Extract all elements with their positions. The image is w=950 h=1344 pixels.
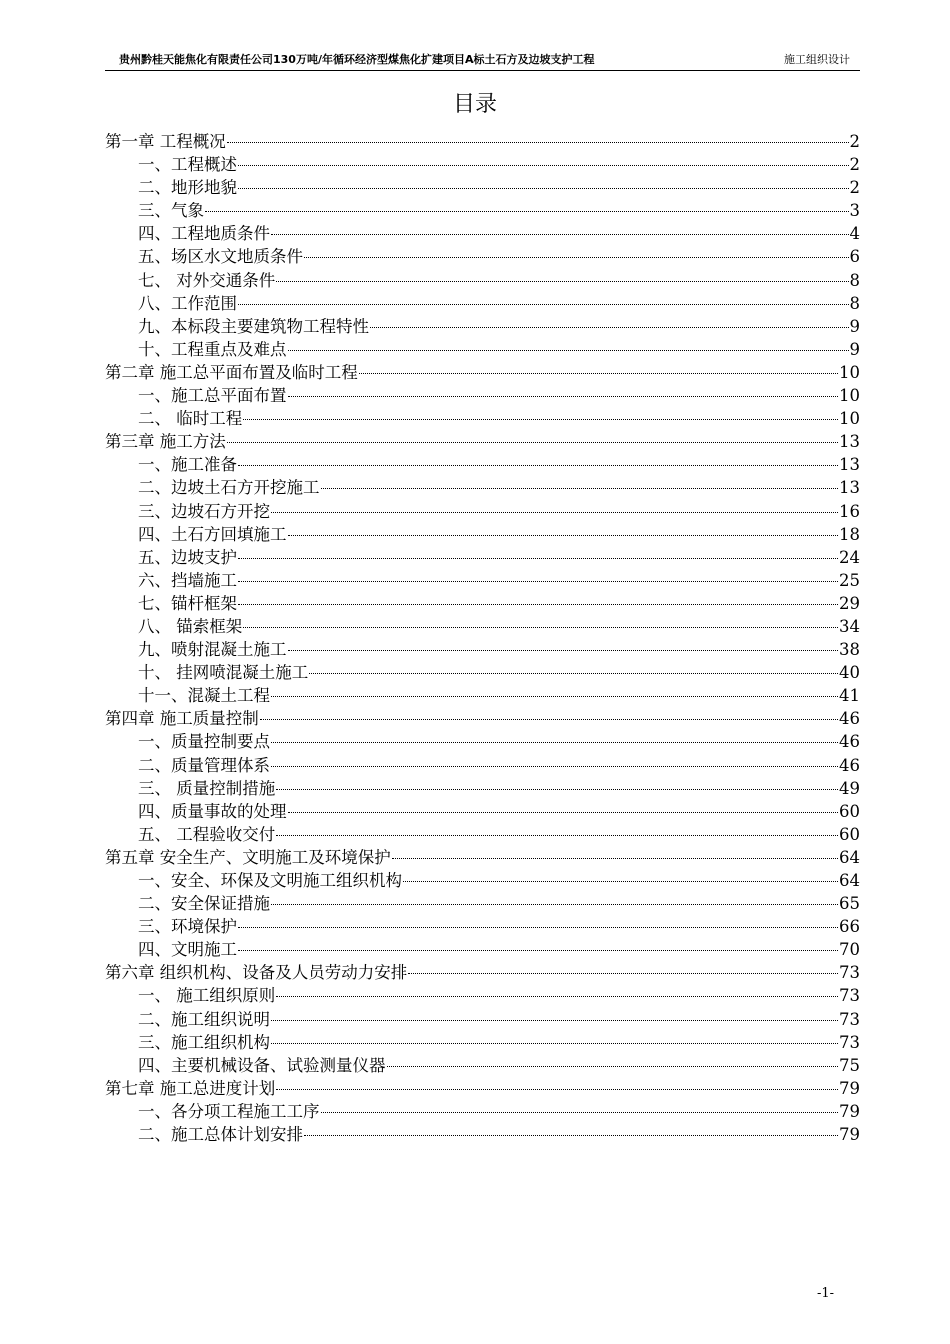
- toc-entry-label: 三、气象: [138, 201, 204, 221]
- toc-entry-page: 46: [839, 755, 860, 775]
- toc-entry-page: 60: [839, 801, 860, 821]
- table-of-contents: [105, 130, 860, 1146]
- toc-entry-page: 13: [839, 478, 860, 498]
- toc-entry-page: 13: [839, 432, 860, 452]
- toc-dot-leader: [271, 1043, 838, 1044]
- toc-entry-page: 38: [839, 640, 860, 660]
- toc-entry-page: 9: [849, 316, 860, 336]
- toc-section-entry[interactable]: [105, 800, 860, 823]
- toc-entry-label: 一、各分项工程施工工序: [138, 1101, 320, 1121]
- toc-chapter-entry[interactable]: [105, 961, 860, 984]
- toc-entry-page: 8: [849, 293, 860, 313]
- toc-section-entry[interactable]: [105, 1123, 860, 1146]
- toc-entry-label: 七、锚杆框架: [138, 593, 237, 613]
- toc-entry-page: 73: [839, 1009, 860, 1029]
- toc-section-entry[interactable]: [105, 592, 860, 615]
- toc-dot-leader: [309, 673, 838, 674]
- toc-entry-page: 79: [839, 1125, 860, 1145]
- toc-dot-leader: [276, 789, 838, 790]
- toc-entry-page: 46: [839, 732, 860, 752]
- toc-section-entry[interactable]: [105, 245, 860, 268]
- toc-dot-leader: [288, 350, 849, 351]
- toc-dot-leader: [387, 1066, 839, 1067]
- toc-entry-page: 10: [839, 386, 860, 406]
- toc-entry-page: 2: [849, 132, 860, 151]
- toc-chapter-entry[interactable]: [105, 130, 860, 153]
- toc-dot-leader: [288, 396, 839, 397]
- toc-entry-label: 第二章 施工总平面布置及临时工程: [105, 362, 358, 382]
- toc-section-entry[interactable]: [105, 338, 860, 361]
- toc-dot-leader: [243, 419, 838, 420]
- toc-entry-label: 一、施工总平面布置: [138, 386, 287, 406]
- toc-entry-label: 七、 对外交通条件: [138, 270, 276, 290]
- toc-entry-page: 79: [839, 1078, 860, 1098]
- toc-section-entry[interactable]: [105, 984, 860, 1007]
- toc-dot-leader: [238, 950, 838, 951]
- toc-entry-label: 八、工作范围: [138, 293, 237, 313]
- header-document-type: 施工组织设计: [784, 53, 850, 66]
- toc-entry-page: 29: [839, 593, 860, 613]
- toc-entry-label: 二、边坡土石方开挖施工: [138, 478, 320, 498]
- toc-entry-label: 十、工程重点及难点: [138, 339, 287, 359]
- toc-dot-leader: [288, 535, 839, 536]
- toc-entry-label: 第六章 组织机构、设备及人员劳动力安排: [105, 963, 408, 983]
- toc-entry-label: 四、文明施工: [138, 940, 237, 960]
- toc-section-entry[interactable]: [105, 222, 860, 245]
- toc-section-entry[interactable]: [105, 546, 860, 569]
- toc-dot-leader: [271, 766, 838, 767]
- toc-dot-leader: [276, 281, 848, 282]
- toc-dot-leader: [260, 719, 838, 720]
- toc-entry-page: 3: [849, 201, 860, 221]
- toc-entry-label: 三、环境保护: [138, 917, 237, 937]
- toc-entry-page: 6: [849, 247, 860, 267]
- toc-dot-leader: [321, 1112, 839, 1113]
- toc-dot-leader: [276, 996, 838, 997]
- page-header: [105, 50, 860, 71]
- toc-section-entry[interactable]: [105, 684, 860, 707]
- toc-dot-leader: [227, 142, 849, 143]
- toc-entry-label: 第五章 安全生产、文明施工及环境保护: [105, 847, 391, 867]
- toc-section-entry[interactable]: [105, 1008, 860, 1031]
- toc-section-entry[interactable]: [105, 869, 860, 892]
- toc-entry-page: 79: [839, 1101, 860, 1121]
- toc-section-entry[interactable]: [105, 915, 860, 938]
- toc-dot-leader: [271, 696, 838, 697]
- toc-entry-page: 10: [839, 362, 860, 382]
- toc-dot-leader: [403, 881, 838, 882]
- toc-entry-label: 三、边坡石方开挖: [138, 501, 270, 521]
- toc-section-entry[interactable]: [105, 661, 860, 684]
- toc-entry-label: 第四章 施工质量控制: [105, 709, 259, 729]
- toc-entry-page: 18: [839, 524, 860, 544]
- toc-entry-label: 二、施工组织说明: [138, 1009, 270, 1029]
- toc-entry-page: 9: [849, 339, 860, 359]
- toc-dot-leader: [243, 627, 838, 628]
- toc-entry-page: 65: [839, 894, 860, 914]
- toc-dot-leader: [392, 858, 838, 859]
- toc-entry-label: 一、 施工组织原则: [138, 986, 276, 1006]
- toc-entry-page: 13: [839, 455, 860, 475]
- toc-dot-leader: [304, 1135, 838, 1136]
- toc-entry-page: 49: [839, 778, 860, 798]
- toc-section-entry[interactable]: [105, 476, 860, 499]
- toc-entry-label: 五、边坡支护: [138, 547, 237, 567]
- toc-dot-leader: [238, 558, 838, 559]
- toc-section-entry[interactable]: [105, 1031, 860, 1054]
- toc-entry-page: 70: [839, 940, 860, 960]
- toc-section-entry[interactable]: [105, 269, 860, 292]
- toc-entry-label: 第三章 施工方法: [105, 432, 226, 452]
- toc-dot-leader: [271, 742, 838, 743]
- toc-dot-leader: [238, 927, 838, 928]
- toc-dot-leader: [271, 904, 838, 905]
- toc-section-entry[interactable]: [105, 615, 860, 638]
- toc-dot-leader: [271, 1020, 838, 1021]
- toc-entry-page: 2: [849, 178, 860, 198]
- toc-entry-label: 九、喷射混凝土施工: [138, 640, 287, 660]
- toc-chapter-entry[interactable]: [105, 846, 860, 869]
- toc-dot-leader: [304, 257, 849, 258]
- toc-entry-label: 四、主要机械设备、试验测量仪器: [138, 1055, 386, 1075]
- toc-entry-label: 二、施工总体计划安排: [138, 1125, 303, 1145]
- toc-chapter-entry[interactable]: [105, 1077, 860, 1100]
- toc-section-entry[interactable]: [105, 523, 860, 546]
- toc-dot-leader: [238, 465, 838, 466]
- toc-dot-leader: [238, 604, 838, 605]
- toc-section-entry[interactable]: [105, 638, 860, 661]
- toc-dot-leader: [276, 1089, 838, 1090]
- toc-section-entry[interactable]: [105, 892, 860, 915]
- toc-entry-page: 73: [839, 1032, 860, 1052]
- toc-entry-label: 一、工程概述: [138, 155, 237, 175]
- toc-entry-page: 64: [839, 871, 860, 890]
- toc-entry-label: 八、 锚索框架: [138, 616, 243, 636]
- toc-entry-label: 二、安全保证措施: [138, 894, 270, 914]
- toc-dot-leader: [271, 512, 838, 513]
- toc-dot-leader: [321, 488, 839, 489]
- toc-dot-leader: [271, 234, 849, 235]
- toc-entry-page: 40: [839, 663, 860, 683]
- toc-entry-label: 十、 挂网喷混凝土施工: [138, 663, 309, 683]
- toc-entry-page: 75: [839, 1055, 860, 1075]
- toc-entry-page: 16: [839, 501, 860, 521]
- toc-entry-label: 一、施工准备: [138, 455, 237, 475]
- toc-entry-label: 六、挡墙施工: [138, 570, 237, 590]
- toc-section-entry[interactable]: [105, 153, 860, 176]
- toc-entry-label: 二、地形地貌: [138, 178, 237, 198]
- toc-dot-leader: [276, 835, 838, 836]
- toc-entry-label: 四、土石方回填施工: [138, 524, 287, 544]
- toc-title: 目录: [452, 92, 497, 117]
- toc-entry-label: 五、 工程验收交付: [138, 824, 276, 844]
- toc-entry-page: 4: [849, 224, 860, 244]
- toc-entry-page: 2: [849, 155, 860, 175]
- toc-chapter-entry[interactable]: [105, 430, 860, 453]
- toc-section-entry[interactable]: [105, 315, 860, 338]
- toc-entry-page: 25: [839, 570, 860, 590]
- toc-entry-label: 四、工程地质条件: [138, 224, 270, 244]
- toc-dot-leader: [408, 973, 838, 974]
- toc-section-entry[interactable]: [105, 1100, 860, 1123]
- toc-entry-label: 十一、混凝土工程: [138, 686, 270, 706]
- toc-section-entry[interactable]: [105, 569, 860, 592]
- toc-entry-label: 三、施工组织机构: [138, 1032, 270, 1052]
- toc-dot-leader: [288, 812, 839, 813]
- toc-section-entry[interactable]: [105, 777, 860, 800]
- toc-entry-label: 一、安全、环保及文明施工组织机构: [138, 871, 402, 890]
- toc-entry-label: 五、场区水文地质条件: [138, 247, 303, 267]
- toc-section-entry[interactable]: [105, 1054, 860, 1077]
- toc-entry-label: 二、质量管理体系: [138, 755, 270, 775]
- toc-entry-page: 24: [839, 547, 860, 567]
- toc-dot-leader: [238, 581, 838, 582]
- toc-entry-label: 四、质量事故的处理: [138, 801, 287, 821]
- header-project-title: 贵州黔桂天能焦化有限责任公司130万吨/年循环经济型煤焦化扩建项目A标土石方及边坡支护工程: [119, 53, 595, 66]
- toc-dot-leader: [227, 442, 838, 443]
- toc-dot-leader: [359, 373, 838, 374]
- page-number: -1-: [817, 1286, 835, 1301]
- toc-section-entry[interactable]: [105, 754, 860, 777]
- toc-section-entry[interactable]: [105, 823, 860, 846]
- toc-entry-page: 60: [839, 824, 860, 844]
- toc-entry-page: 73: [839, 963, 860, 983]
- toc-dot-leader: [288, 650, 839, 651]
- toc-entry-page: 66: [839, 917, 860, 937]
- toc-section-entry[interactable]: [105, 938, 860, 961]
- toc-section-entry[interactable]: [105, 407, 860, 430]
- toc-section-entry[interactable]: [105, 500, 860, 523]
- toc-section-entry[interactable]: [105, 730, 860, 753]
- toc-section-entry[interactable]: [105, 292, 860, 315]
- toc-entry-page: 64: [839, 847, 860, 867]
- toc-entry-page: 41: [839, 686, 860, 706]
- toc-section-entry[interactable]: [105, 199, 860, 222]
- toc-entry-page: 8: [849, 270, 860, 290]
- toc-dot-leader: [370, 327, 849, 328]
- toc-section-entry[interactable]: [105, 384, 860, 407]
- toc-entry-page: 34: [839, 616, 860, 636]
- toc-entry-label: 一、质量控制要点: [138, 732, 270, 752]
- toc-entry-label: 第一章 工程概况: [105, 132, 226, 151]
- toc-chapter-entry[interactable]: [105, 361, 860, 384]
- toc-dot-leader: [238, 165, 849, 166]
- toc-section-entry[interactable]: [105, 453, 860, 476]
- toc-chapter-entry[interactable]: [105, 707, 860, 730]
- toc-dot-leader: [205, 211, 849, 212]
- toc-dot-leader: [238, 304, 849, 305]
- toc-entry-label: 九、本标段主要建筑物工程特性: [138, 316, 369, 336]
- toc-section-entry[interactable]: [105, 176, 860, 199]
- toc-entry-label: 第七章 施工总进度计划: [105, 1078, 276, 1098]
- toc-entry-label: 三、 质量控制措施: [138, 778, 276, 798]
- toc-entry-page: 46: [839, 709, 860, 729]
- toc-entry-label: 二、 临时工程: [138, 409, 243, 429]
- toc-entry-page: 73: [839, 986, 860, 1006]
- toc-entry-page: 10: [839, 409, 860, 429]
- toc-dot-leader: [238, 188, 849, 189]
